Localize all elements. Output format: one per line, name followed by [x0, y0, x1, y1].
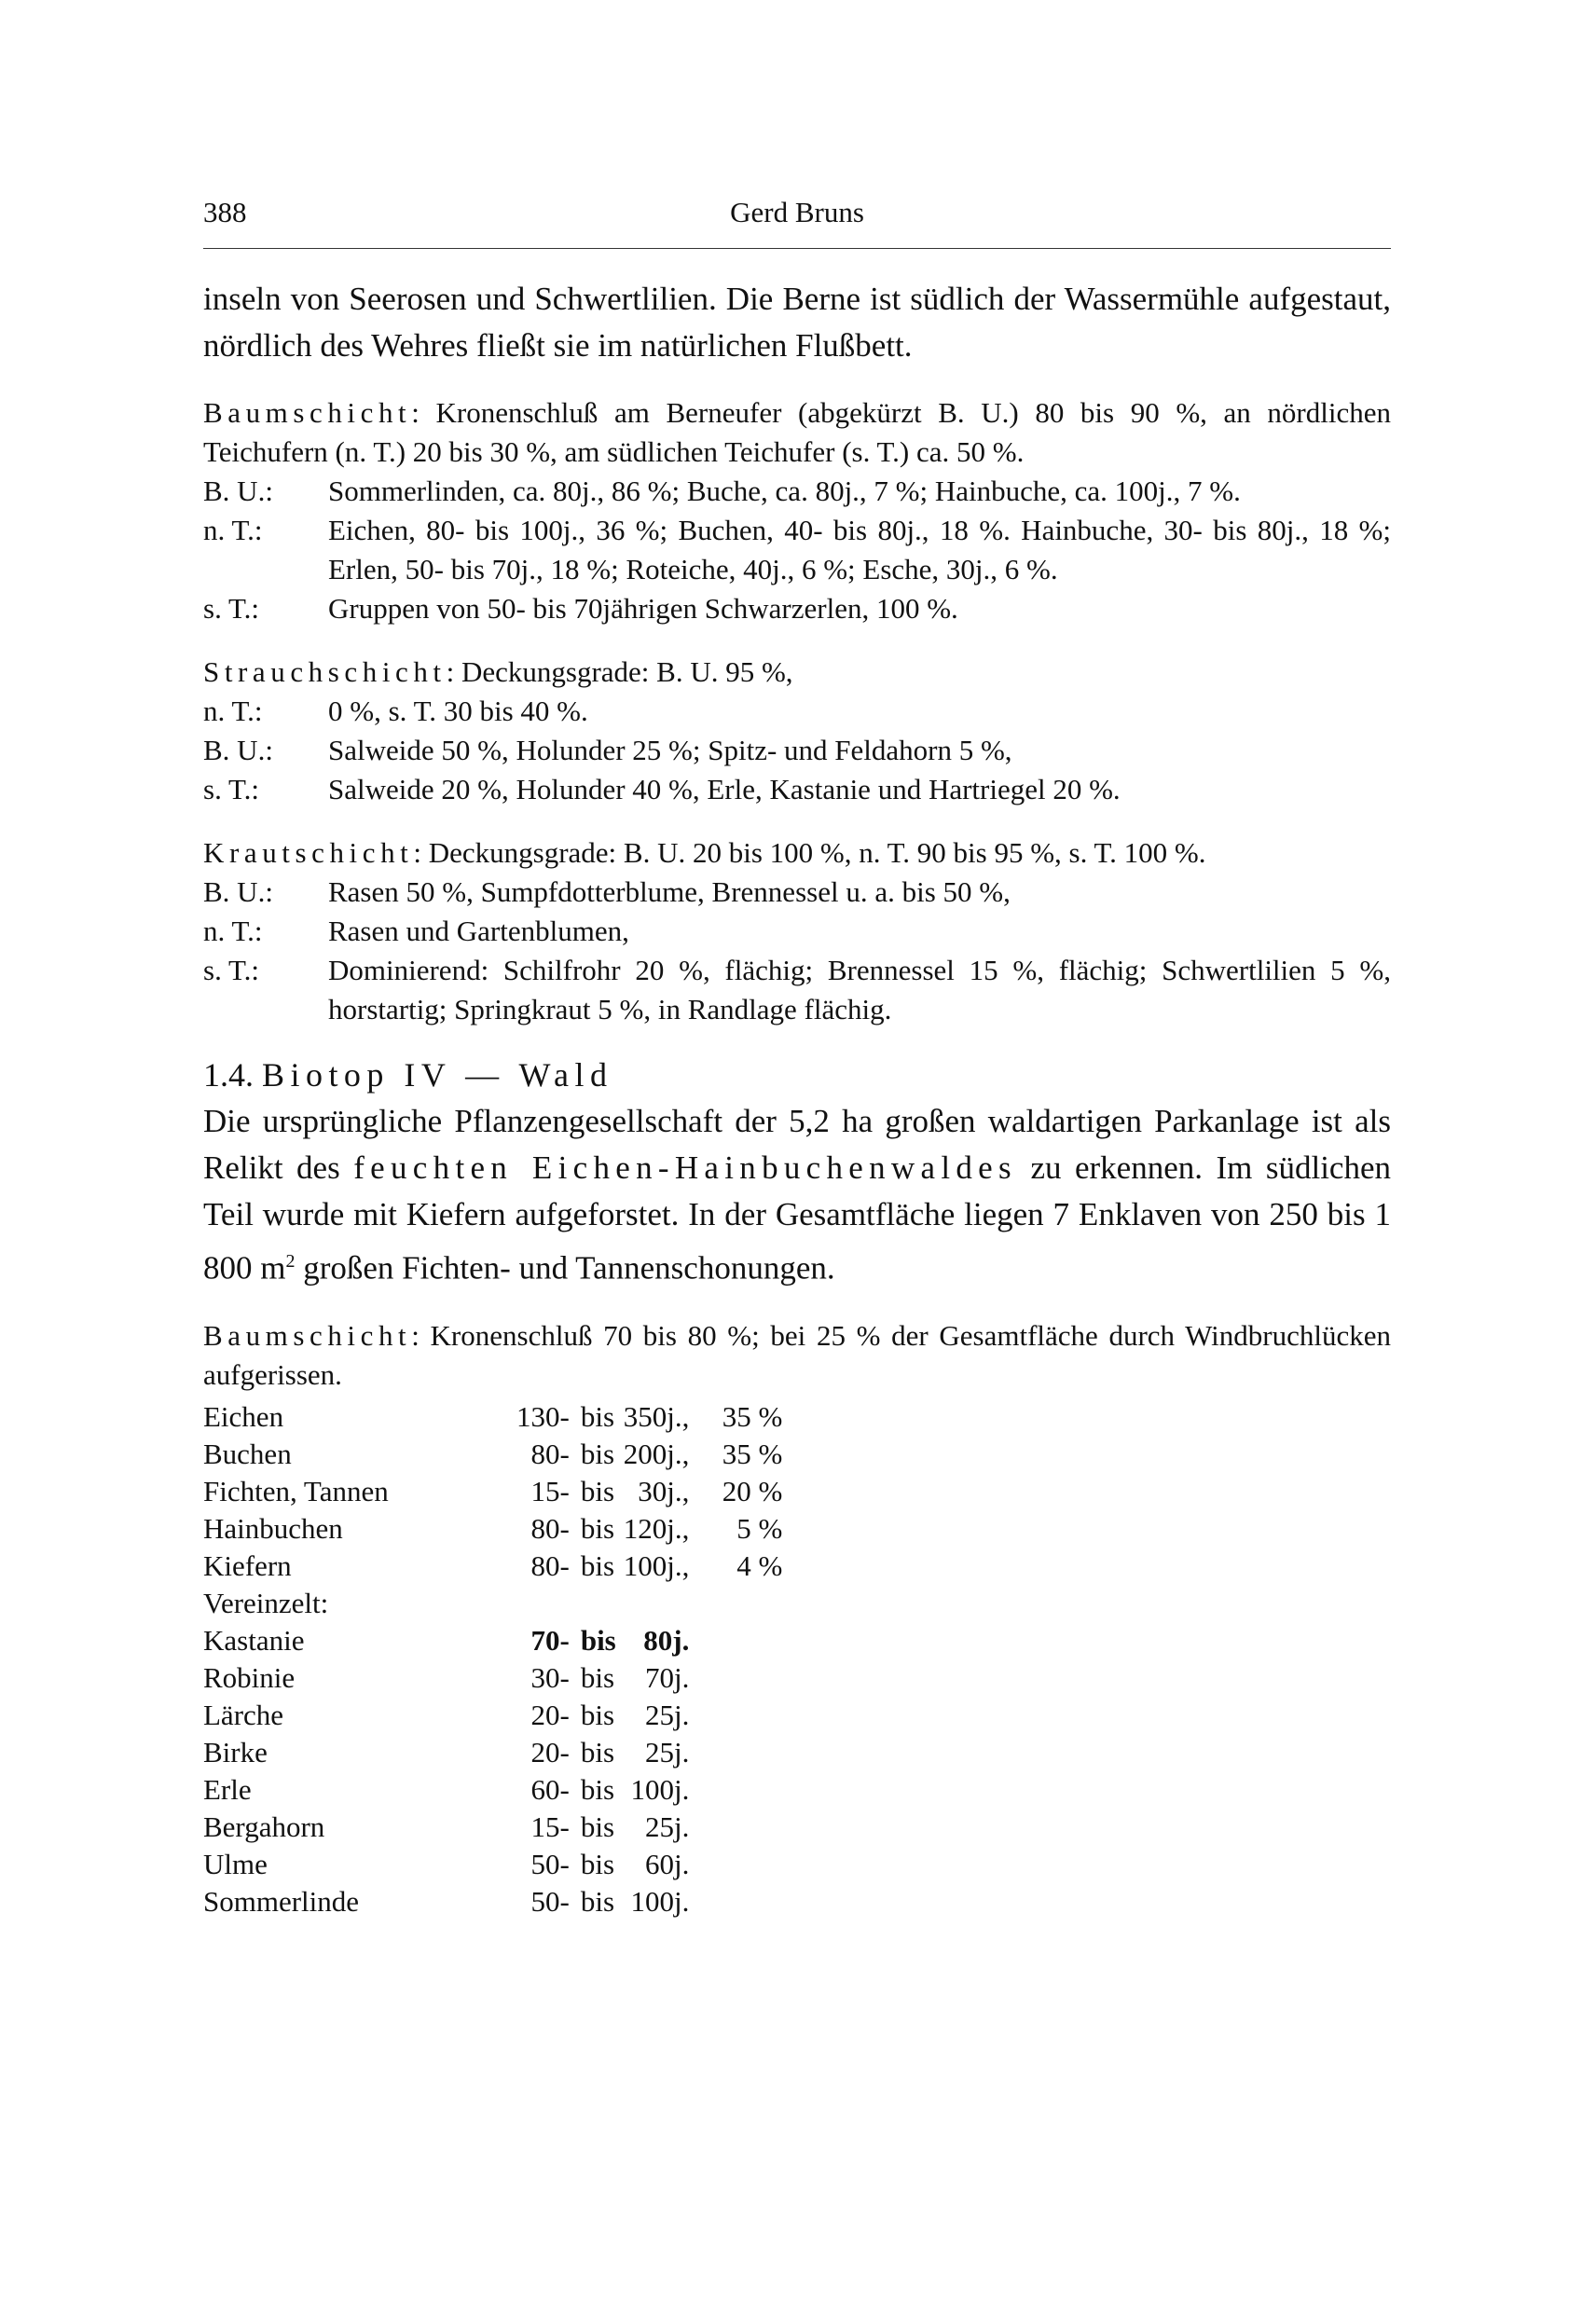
krautschicht-term: Krautschicht — [203, 836, 414, 869]
section-paragraph: Die ursprüngliche Pflanzengesellschaft der 5,2 ha großen waldartigen Parkanlage ist als Relikt des feuchten Eichen-Hainbuchenwaldes zu erkennen. Im südlichen Teil wurde mit Kiefern aufgeforstet. In der Gesamtfläche liegen 7 Enklaven von 250 bis 1 800 $m^2$ großen Fichten- und Tannenschonungen. — [203, 1103, 1391, 1287]
vereinzelt-label: Vereinzelt: — [203, 1586, 329, 1619]
strauchschicht-term: Strauchschicht — [203, 655, 447, 688]
table-row: Erle 60- bis 100j. — [203, 1772, 690, 1806]
page-header — [203, 192, 1391, 249]
krautschicht-row: s. T.: Dominierend: Schilfrohr 20 %, flächig; Brennessel 15 %, flächig; Schwertlilien 5 %, horstartig; Springkraut 5 %, in Randlage flächig. — [203, 954, 1391, 1025]
strauchschicht-row: B. U.: Salweide 50 %, Holunder 25 %; Spitz- und Feldahorn 5 %, — [203, 734, 1012, 766]
table-row: Fichten, Tannen 15- bis 30j., 20 % — [203, 1474, 783, 1507]
krautschicht-text: : Deckungsgrade: B. U. 20 bis 100 %, n. T. 90 bis 95 %, s. T. 100 %. — [413, 836, 1206, 869]
running-head: Gerd Bruns — [730, 196, 864, 228]
baumschicht-term: Baumschicht — [203, 396, 412, 429]
strauchschicht-row: n. T.: 0 %, s. T. 30 bis 40 %. — [203, 695, 588, 727]
baumschicht-text: : Kronenschluß 70 bis 80 %; bei 25 % der Gesamtfläche durch Windbruchlücken aufgerissen. — [203, 1318, 1391, 1391]
page-body — [203, 276, 1391, 1920]
table-row: Hainbuchen 80- bis 120j., 5 % — [203, 1511, 783, 1545]
table-row: Bergahorn 15- bis 25j. — [203, 1810, 690, 1843]
baumschicht-row: s. T.: Gruppen von 50- bis 70jährigen Schwarzerlen, 100 %. — [203, 592, 958, 625]
section-title: Biotop IV — Wald — [262, 1056, 613, 1094]
strauchschicht-text: : Deckungsgrade: B. U. 95 %, — [446, 655, 793, 688]
intro-paragraph: inseln von Seerosen und Schwertlilien. Die Berne ist südlich der Wassermühle aufgestaut, nördlich des Wehres fließt sie im natürlichen Flußbett. — [203, 281, 1391, 364]
table-row: Eichen 130- bis 350j., 35 % — [203, 1399, 783, 1433]
baumschicht-block-1 — [203, 393, 1391, 628]
section-number: 1.4. — [203, 1056, 254, 1094]
krautschicht-block — [203, 833, 1391, 1029]
tree-table — [203, 1398, 782, 1920]
table-row — [203, 1585, 782, 1622]
table-row: Sommerlinde 50- bis 100j. — [203, 1884, 690, 1918]
table-row: Buchen 80- bis 200j., 35 % — [203, 1437, 783, 1470]
baumschicht-row: B. U.: Sommerlinden, ca. 80j., 86 %; Buche, ca. 80j., 7 %; Hainbuche, ca. 100j., 7 %. — [203, 475, 1241, 507]
baumschicht-text: : Kronenschluß am Berneufer (abgekürzt B. U.) 80 bis 90 %, an nördlichen Teichufern (n. T.) 20 bis 30 %, am südlichen Teichufer (s. T.) ca. 50 %. — [203, 396, 1391, 468]
table-row: Kiefern 80- bis 100j., 4 % — [203, 1548, 783, 1582]
strauchschicht-block — [203, 653, 1391, 809]
baumschicht-block-2 — [203, 1316, 1391, 1395]
table-row: Ulme 50- bis 60j. — [203, 1847, 690, 1880]
table-row: Lärche 20- bis 25j. — [203, 1698, 690, 1731]
page-number: 388 — [203, 196, 247, 228]
table-row: Kastanie 70- bis 80j. — [203, 1623, 690, 1657]
spaced-emphasis: feuchten Eichen-Hainbuchenwaldes — [353, 1149, 1017, 1186]
superscript: 2 — [285, 1251, 296, 1272]
table-row: Birke 20- bis 25j. — [203, 1735, 690, 1768]
baumschicht-row: n. T.: Eichen, 80- bis 100j., 36 %; Buchen, 40- bis 80j., 18 %. Hainbuche, 30- bis 80j., 18 %; Erlen, 50- bis 70j., 18 %; Roteiche, 40j., 6 %; Esche, 30j., 6 %. — [203, 514, 1391, 585]
section-heading — [203, 1052, 1391, 1098]
baumschicht-term: Baumschicht — [203, 1318, 412, 1352]
krautschicht-row: n. T.: Rasen und Gartenblumen, — [203, 915, 629, 947]
table-row: Robinie 30- bis 70j. — [203, 1660, 690, 1694]
strauchschicht-row: s. T.: Salweide 20 %, Holunder 40 %, Erle, Kastanie und Hartriegel 20 %. — [203, 773, 1121, 805]
krautschicht-row: B. U.: Rasen 50 %, Sumpfdotterblume, Brennessel u. a. bis 50 %, — [203, 875, 1011, 908]
